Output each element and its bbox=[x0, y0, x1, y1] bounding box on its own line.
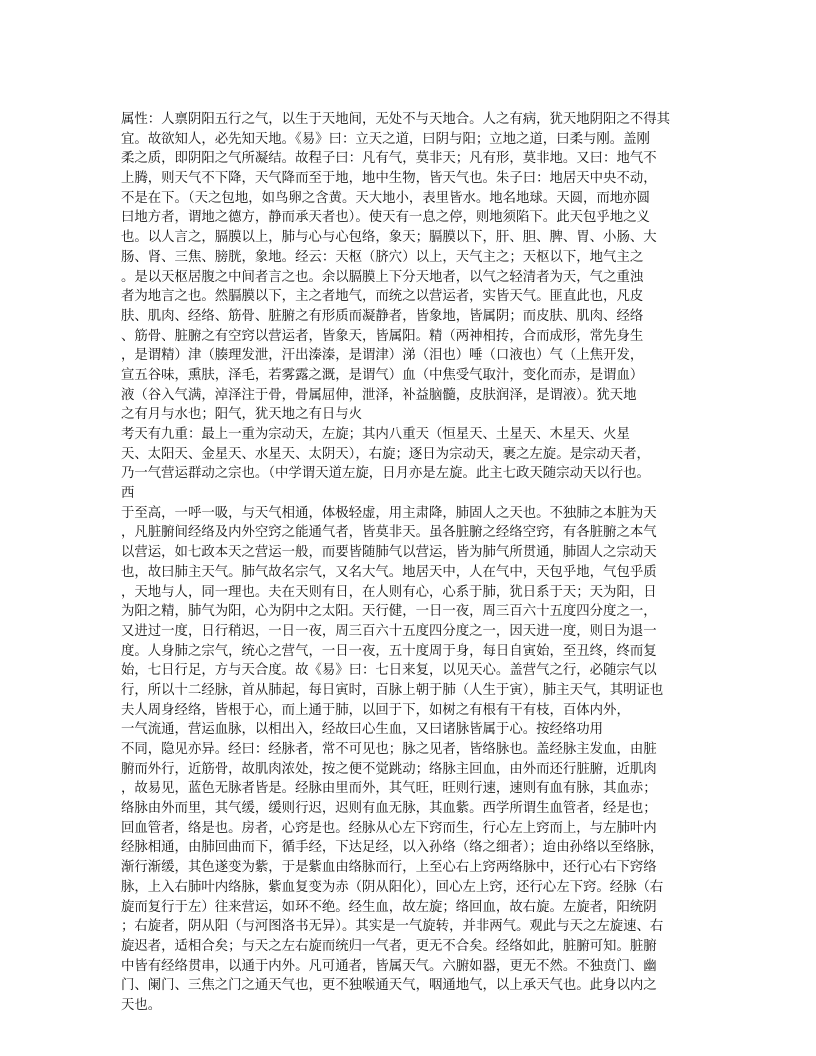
text-line: 也。以人言之，膈膜以上，肺与心与心包络，象天；膈膜以下，肝、胆、脾、胃、小肠、大 bbox=[121, 230, 657, 246]
text-line: 天也。 bbox=[121, 997, 162, 1013]
text-line: 乃一气营运群动之宗也。（中学谓天道左旋，日月亦是左旋。此主七政天随宗动天以行也。 bbox=[121, 466, 650, 482]
text-line: 液（谷入气满，淖泽注于骨，骨属屈伸，泄泽，补益脑髓，皮肤润泽，是谓液）。犹天地 bbox=[121, 387, 637, 403]
text-line: 腑而外行，近筋骨，故肌肉浓处，按之便不觉跳动；络脉主回血，由外而还行脏腑，近肌肉 bbox=[121, 761, 657, 777]
text-line: 以营运，如七政本天之营运一般，而要皆随肺气以营运，皆为肺气所贯通，肺固人之宗动天 bbox=[121, 545, 657, 561]
text-line: 于至高，一呼一吸，与天气相通，体极轻虚，用主肃降，肺固人之天也。不独肺之本脏为天 bbox=[121, 505, 657, 521]
text-line: 、筋骨、脏腑之有空窍以营运者，皆象天，皆属阳。精（两神相抟，合而成形，常先身生 bbox=[121, 328, 644, 344]
text-line: 经脉相通，由肺回曲而下，循手经，下达足经，以入孙络（络之细者）；迨由孙络以至络脉， bbox=[121, 840, 664, 856]
text-line: 不是在下。（天之包地，如鸟卵之含黄。天大地小，表里皆水。地名地球。天圆，而地亦圆 bbox=[121, 190, 650, 206]
text-line: 宣五谷味，熏肤，泽毛，若雾露之溉，是谓气）血（中焦受气取汁，变化而赤，是谓血） bbox=[121, 367, 644, 383]
text-line: 旋而复行于左）往来营运，如环不绝。经生血，故左旋；络回血，故右旋。左旋者，阳统阴 bbox=[121, 899, 657, 915]
text-line: 旋迟者，适相合矣；与天之左右旋而统归一气者，更无不合矣。经络如此，脏腑可知。脏腑 bbox=[121, 938, 657, 954]
text-line: 夫人周身经络，皆根于心，而上通于肺，以回于下，如树之有根有干有枝，百体内外， bbox=[121, 702, 630, 718]
text-line: 不同，隐见亦异。经曰：经脉者，常不可见也；脉之见者，皆络脉也。盖经脉主发血，由脏 bbox=[121, 742, 657, 757]
text-line: 始，七日行足，方与天合度。故《易》曰：七日来复，以见天心。盖营气之行，必随宗气以 bbox=[121, 663, 657, 679]
text-line: 肠、肾、三焦、膀胱，象地。经云：天枢（脐穴）以上，天气主之；天枢以下，地气主之 bbox=[121, 249, 644, 265]
text-line: 曰地方者，谓地之德方，静而承天者也）。使天有一息之停，则地须陷下。此天包乎地之义 bbox=[121, 210, 650, 226]
text-line: 脉，上入右肺叶内络脉，紫血复变为赤（阴从阳化），回心左上窍，还行心左下窍。经脉（右 bbox=[121, 879, 664, 895]
text-line: 门、阑门、三焦之门之通天气也，更不独喉通天气，咽通地气，以上承天气也。此身以内之 bbox=[121, 978, 657, 994]
text-line: 西 bbox=[121, 486, 135, 502]
text-line: 中皆有经络贯串，以通于内外。凡可通者，皆属天气。六腑如器，更无不然。不独贲门、幽 bbox=[121, 958, 657, 974]
text-line: 。是以天枢居腹之中间者言之也。余以膈膜上下分天地者，以气之轻清者为天，气之重浊 bbox=[121, 269, 644, 285]
text-line: 柔之质，即阴阳之气所凝结。故程子曰：凡有气，莫非天；凡有形，莫非地。又曰：地气不 bbox=[121, 151, 657, 167]
text-line: 者为地言之也。然膈膜以下，主之者地气，而统之以营运者，实皆天气。匪直此也，凡皮 bbox=[121, 289, 644, 305]
text-line: 又进过一度，日行稍迟，一日一夜，周三百六十五度四分度之一，因天进一度，则日为退一 bbox=[121, 623, 657, 639]
text-line: 宜。故欲知人，必先知天地。《易》曰：立天之道，曰阴与阳；立地之道，曰柔与刚。盖刚 bbox=[121, 131, 650, 147]
text-line: 也，故曰肺主天气。肺气故名宗气，又名大气。地居天中，人在气中，天包乎地，气包乎质 bbox=[121, 564, 657, 580]
body-text bbox=[121, 110, 701, 1016]
text-line: 肤、肌肉、经络、筋骨、脏腑之有形质而凝静者，皆象地，皆属阴；而皮肤、肌肉、经络 bbox=[121, 308, 644, 324]
text-line: ，是谓精）津（腠理发泄，汗出溱溱，是谓津）涕（泪也）唾（口液也）气（上焦开发， bbox=[121, 348, 644, 364]
text-line: ，天地与人，同一理也。夫在天则有日，在人则有心，心系于肺，犹日系于天；天为阳，日 bbox=[121, 584, 657, 600]
text-line: 上腾，则天气不下降，天气降而至于地，地中生物，皆天气也。朱子曰：地居天中央不动， bbox=[121, 171, 657, 187]
text-line: 之有月与水也；阳气，犹天地之有日与火 bbox=[121, 407, 363, 423]
text-line: ；右旋者，阴从阳（与河图洛书无异）。其实是一气旋转，并非两气。观此与天之左旋速、右 bbox=[121, 919, 664, 935]
text-line: 一气流通，营运血脉，以相出入，经故曰心生血，又曰诸脉皆属于心。按经络功用 bbox=[121, 722, 604, 738]
text-line: 行，所以十二经脉，首从肺起，每日寅时，百脉上朝于肺（人生于寅），肺主天气，其明证也 bbox=[121, 682, 664, 698]
text-line: 度。人身肺之宗气，统心之营气，一日一夜，五十度周于身，每日自寅始，至丑终，终而复 bbox=[121, 643, 657, 659]
text-line: 为阳之精，肺气为阳，心为阴中之太阳。天行健，一日一夜，周三百六十五度四分度之一， bbox=[121, 604, 657, 620]
text-line: 考天有九重：最上一重为宗动天，左旋；其内八重天（恒星天、土星天、木星天、火星 bbox=[121, 427, 630, 442]
text-line: 回血管者，络是也。房者，心窍是也。经脉从心左下窍而生，行心左上窍而上，与左肺叶内 bbox=[121, 820, 657, 836]
text-line: ，故易见，蓝色无脉者皆是。经脉由里而外，其气旺，旺则行速，速则有血有脉，其血赤； bbox=[121, 781, 657, 797]
text-line: 渐行渐缓，其色遂变为紫，于是紫血由络脉而行，上至心右上窍两络脉中，还行心右下窍络 bbox=[121, 860, 657, 876]
text-line: 天、太阳天、金星天、水星天、太阴天），右旋；逐日为宗动天，裹之左旋。是宗动天者， bbox=[121, 446, 650, 462]
text-line: ，凡脏腑间经络及内外空窍之能通气者，皆莫非天。虽各脏腑之经络空窍，有各脏腑之本气 bbox=[121, 525, 657, 541]
text-line: 属性：人禀阴阳五行之气，以生于天地间，无处不与天地合。人之有病，犹天地阴阳之不得其 bbox=[121, 112, 671, 127]
text-line: 络脉由外而里，其气缓，缓则行迟，迟则有血无脉，其血紫。西学所谓生血管者，经是也； bbox=[121, 801, 657, 817]
